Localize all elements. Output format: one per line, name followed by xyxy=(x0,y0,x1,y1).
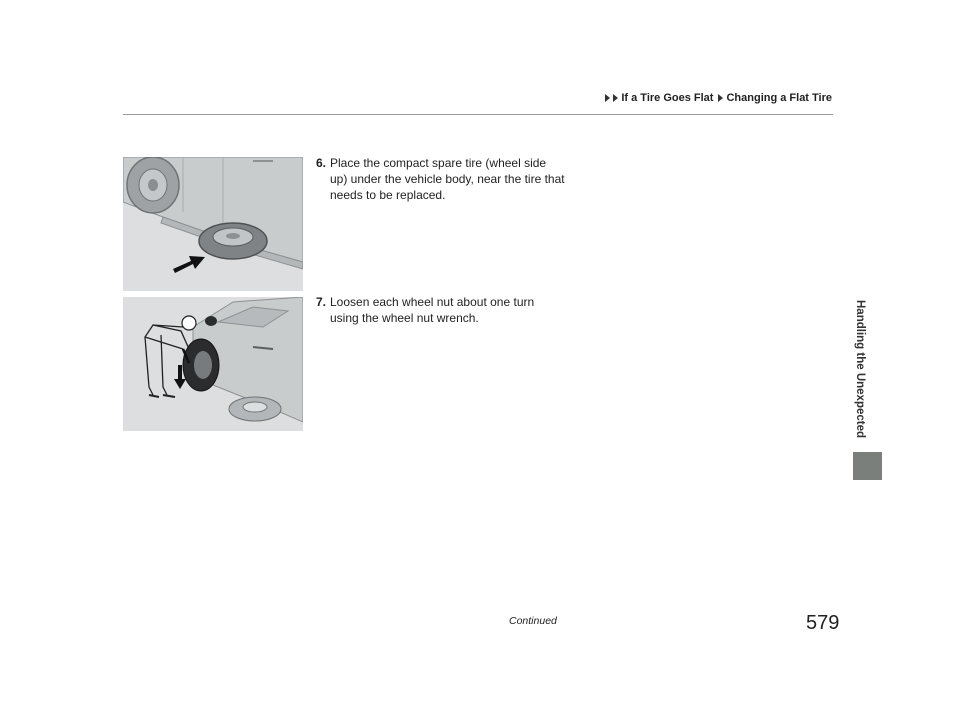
header-rule xyxy=(123,114,833,115)
page-number: 579 xyxy=(806,612,840,634)
step-text: Place the compact spare tire (wheel side up) under the vehicle body, near the tire that needs to be replaced. xyxy=(330,156,565,202)
step-6 xyxy=(316,155,566,203)
breadcrumb xyxy=(605,92,832,104)
step-7 xyxy=(316,294,566,326)
side-tab-label: Handling the Unexpected xyxy=(854,300,866,439)
step-number: 6. xyxy=(316,156,327,170)
breadcrumb-page[interactable]: Changing a Flat Tire xyxy=(726,92,832,104)
breadcrumb-arrow-icon xyxy=(613,94,618,102)
breadcrumb-arrow-icon xyxy=(605,94,610,102)
side-tab-marker xyxy=(853,452,882,480)
loosen-wheel-nuts-illustration xyxy=(123,297,303,431)
continued-label: Continued xyxy=(509,615,557,627)
breadcrumb-arrow-icon xyxy=(718,94,723,102)
breadcrumb-section[interactable]: If a Tire Goes Flat xyxy=(621,92,714,104)
spare-tire-illustration xyxy=(123,157,303,291)
step-text: Loosen each wheel nut about one turn using the wheel nut wrench. xyxy=(330,295,535,325)
step-number: 7. xyxy=(316,295,327,309)
